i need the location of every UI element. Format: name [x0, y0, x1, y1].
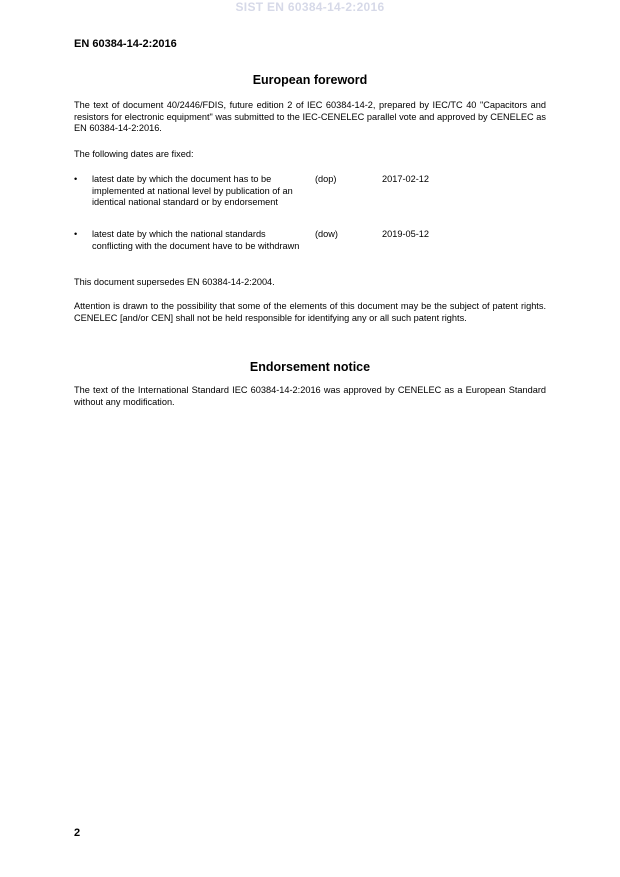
endorsement-text: The text of the International Standard IEC 60384-14-2:2016 was approved by CENELEC as a European Standard without any modification. — [74, 385, 546, 407]
date-code: (dop) — [315, 174, 337, 184]
supersedes-statement: This document supersedes EN 60384-14-2:2004. — [74, 277, 275, 287]
foreword-paragraph: The text of document 40/2446/FDIS, future edition 2 of IEC 60384-14-2, prepared by IEC/TC 40 "Capacitors and resistors for electronic equipment" was submitted to the IEC-CENELEC parallel vote and approved by CENELEC as EN 60384-14-2:2016. — [74, 100, 546, 133]
bullet-icon: • — [74, 174, 78, 184]
endorsement-title: Endorsement notice — [249, 360, 371, 374]
foreword-title: European foreword — [252, 73, 368, 87]
watermark: SIST EN 60384-14-2:2016 — [235, 0, 385, 14]
bullet-icon: • — [74, 229, 78, 239]
date-value: 2017-02-12 — [382, 174, 429, 184]
date-description: latest date by which the national standards conflicting with the document have to be withdrawn — [92, 229, 300, 251]
document-id-header: EN 60384-14-2:2016 — [74, 38, 177, 50]
patent-attention-paragraph: Attention is drawn to the possibility that some of the elements of this document may be the subject of patent rights. CENELEC [and/or CEN] shall not be held responsible for identifying any or all such patent rights. — [74, 301, 546, 323]
page-number: 2 — [74, 827, 81, 839]
date-description: latest date by which the document has to be implemented at national level by publication of an identical national standard or by endorsement — [92, 174, 293, 207]
date-value: 2019-05-12 — [382, 229, 429, 239]
dates-intro: The following dates are fixed: — [74, 149, 194, 159]
date-code: (dow) — [315, 229, 338, 239]
